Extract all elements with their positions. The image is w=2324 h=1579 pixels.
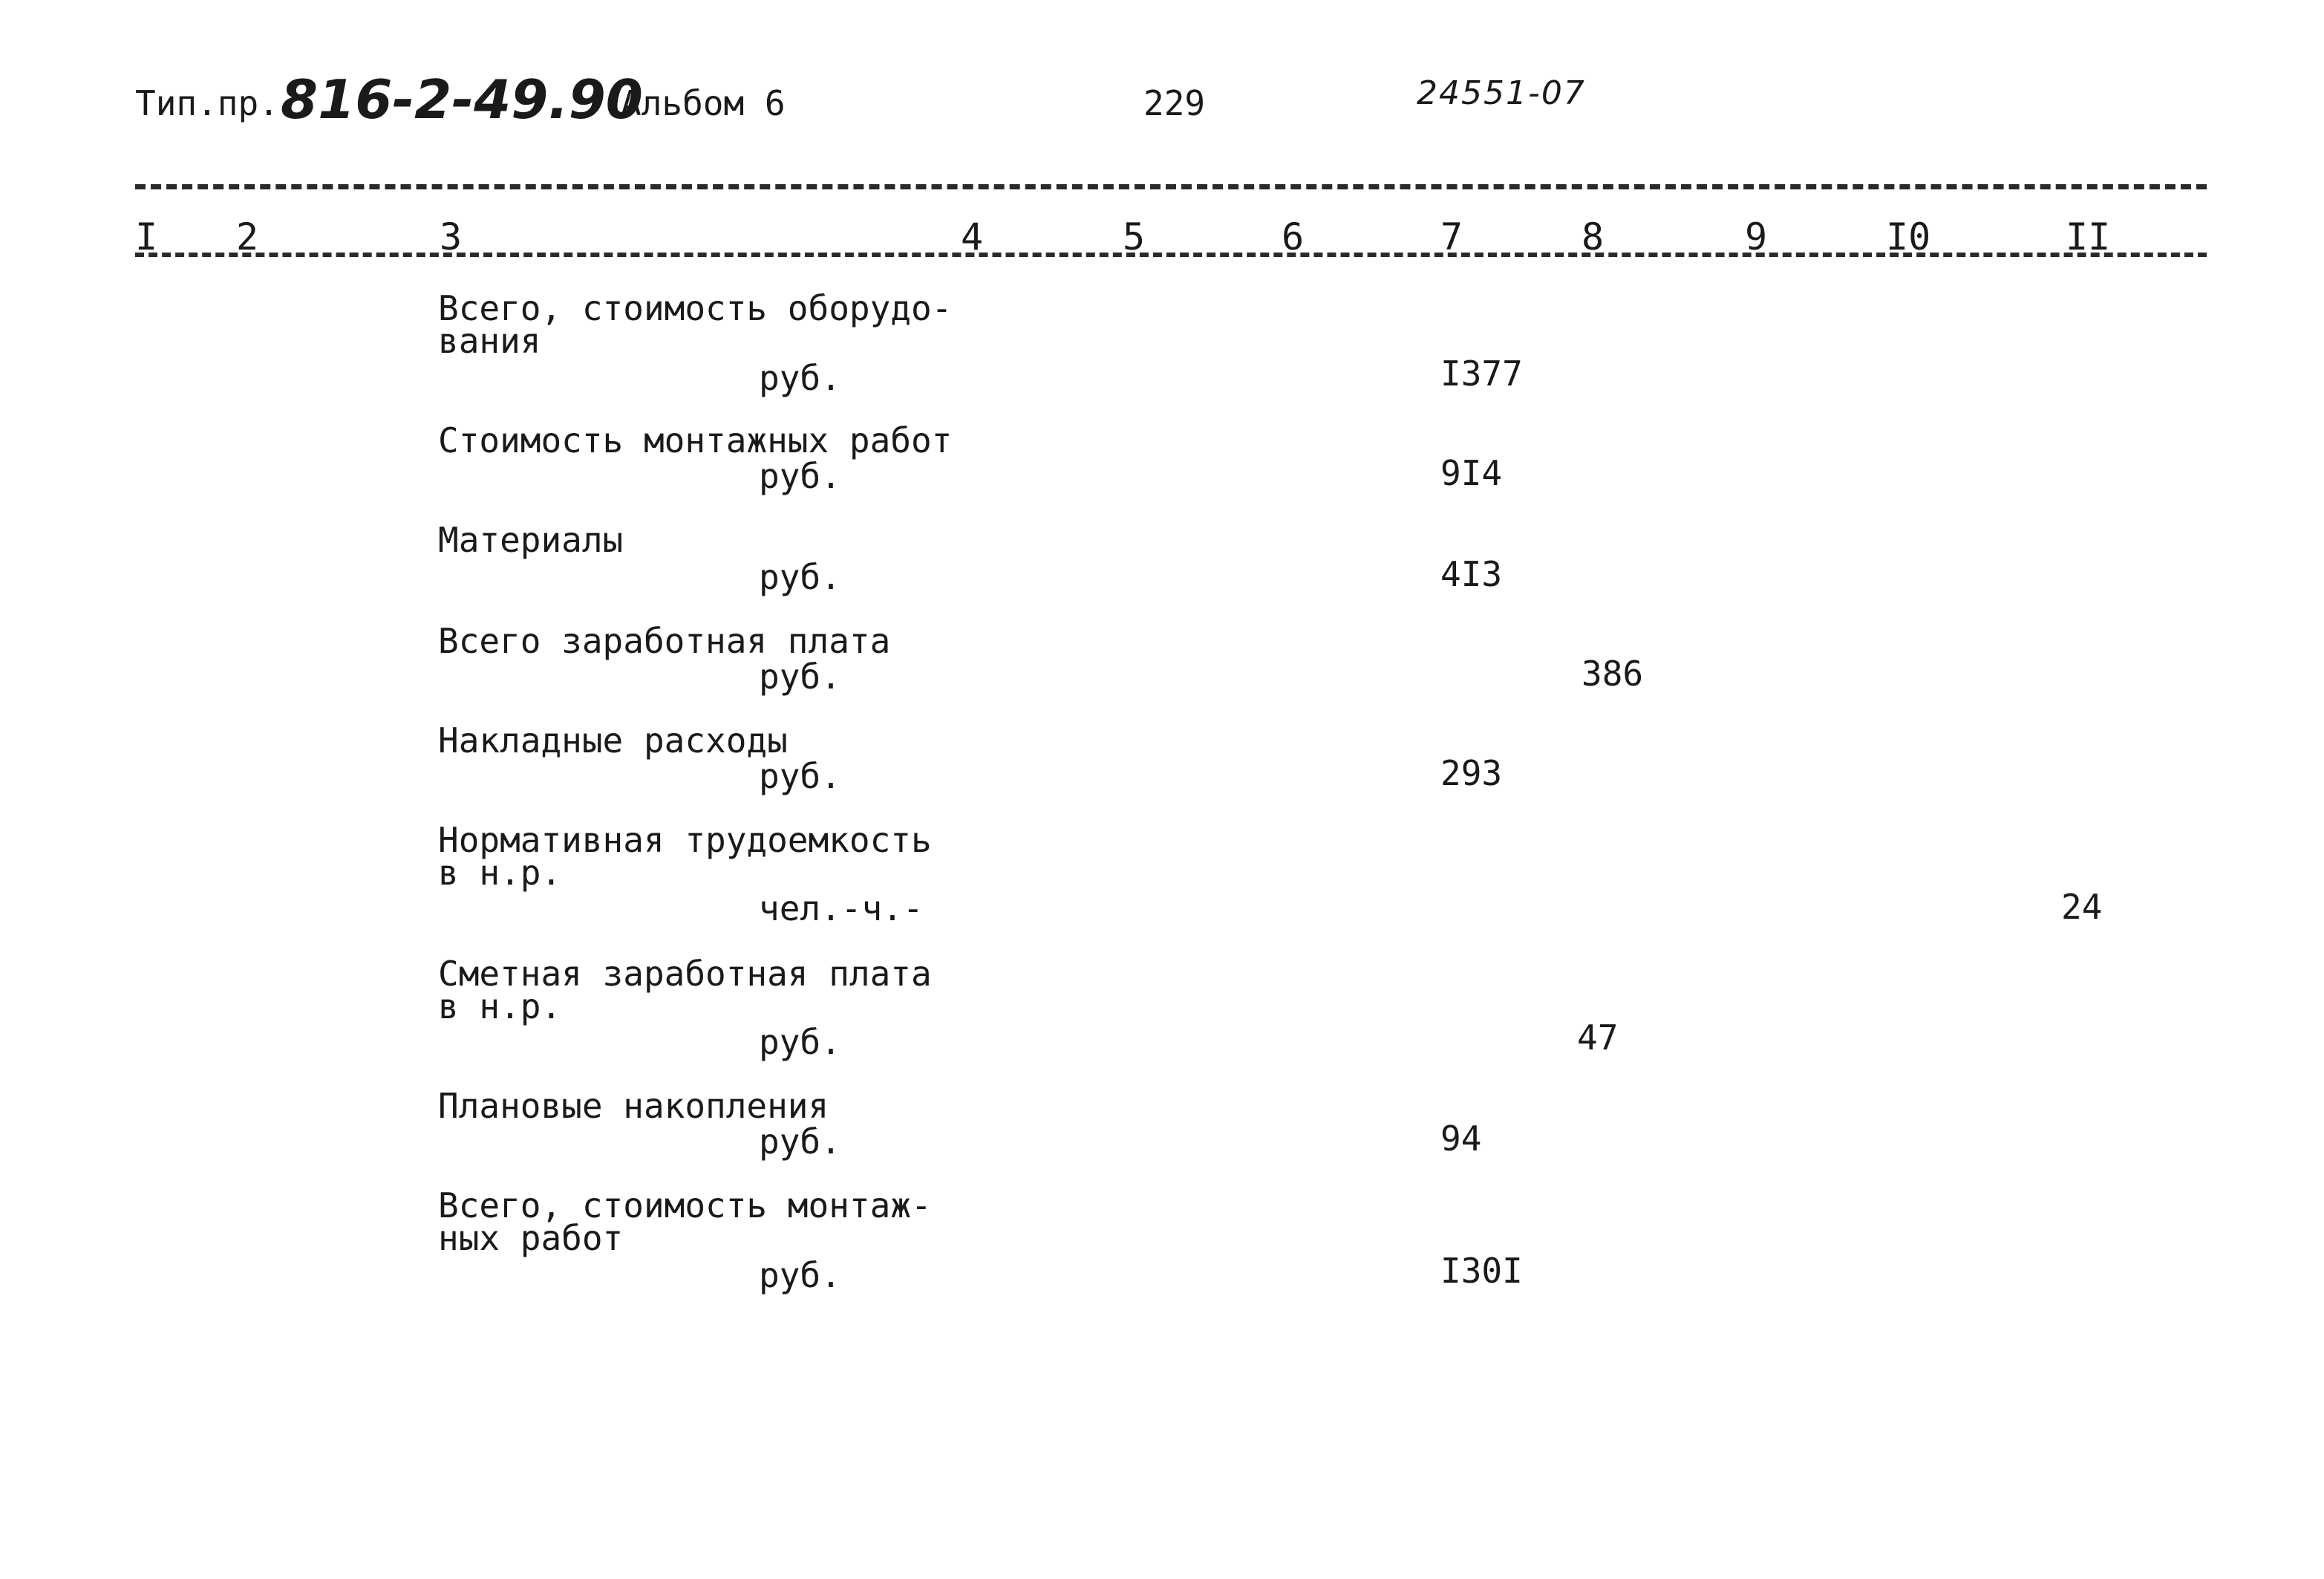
column-number: 6 bbox=[1282, 215, 1305, 258]
row-label: Всего заработная плата bbox=[438, 621, 891, 661]
column-number: 2 bbox=[236, 215, 259, 258]
row-label-continuation: ных работ bbox=[438, 1218, 624, 1258]
album-label: Альбом 6 bbox=[621, 83, 786, 123]
row-value: 94 bbox=[1440, 1119, 1482, 1159]
row-unit: руб. bbox=[759, 1255, 841, 1295]
column-number: II bbox=[2066, 215, 2111, 258]
row-unit: руб. bbox=[759, 657, 841, 697]
row-value: 386 bbox=[1582, 654, 1644, 694]
row-value: I377 bbox=[1440, 354, 1523, 394]
type-project-prefix: Тип.пр. bbox=[135, 83, 279, 123]
row-label-continuation: в н.р. bbox=[438, 853, 562, 893]
row-value: 9I4 bbox=[1440, 453, 1503, 493]
series-number: 816-2-49.90 bbox=[281, 68, 643, 131]
row-label: Сметная заработная плата bbox=[438, 954, 932, 994]
row-label: Всего, стоимость оборудо- bbox=[438, 288, 953, 328]
row-unit: руб. bbox=[759, 756, 841, 796]
top-dashed-rule bbox=[135, 184, 2207, 189]
row-label: Всего, стоимость монтаж- bbox=[438, 1185, 932, 1225]
row-label-continuation: в н.р. bbox=[438, 986, 562, 1026]
page-number: 229 bbox=[1143, 83, 1206, 123]
column-number: 5 bbox=[1123, 215, 1146, 258]
row-unit: руб. bbox=[759, 358, 841, 398]
column-number: I0 bbox=[1886, 215, 1931, 258]
column-number: 4 bbox=[961, 215, 984, 258]
row-unit: руб. bbox=[759, 456, 841, 496]
column-number: I bbox=[135, 215, 158, 258]
document-code: 24551-07 bbox=[1417, 74, 1586, 112]
row-value: 4I3 bbox=[1440, 554, 1503, 594]
row-unit: чел.-ч.- bbox=[759, 888, 924, 928]
row-label: Материалы bbox=[438, 520, 624, 560]
row-value: 47 bbox=[1577, 1018, 1619, 1058]
row-value: 24 bbox=[2061, 887, 2103, 927]
row-value: 293 bbox=[1440, 753, 1503, 793]
row-label: Плановые накопления bbox=[438, 1086, 829, 1126]
row-label: Нормативная трудоемкость bbox=[438, 820, 932, 860]
column-number: 3 bbox=[440, 215, 463, 258]
row-unit: руб. bbox=[759, 1121, 841, 1162]
row-value: I30I bbox=[1440, 1251, 1523, 1291]
row-label: Накладные расходы bbox=[438, 720, 788, 761]
column-header-dashed-rule bbox=[135, 253, 2207, 257]
row-label-continuation: вания bbox=[438, 321, 541, 361]
row-label: Стоимость монтажных работ bbox=[438, 420, 953, 460]
column-number: 9 bbox=[1745, 215, 1768, 258]
column-number: 8 bbox=[1582, 215, 1605, 258]
column-number: 7 bbox=[1440, 215, 1463, 258]
row-unit: руб. bbox=[759, 1022, 841, 1062]
row-unit: руб. bbox=[759, 557, 841, 597]
